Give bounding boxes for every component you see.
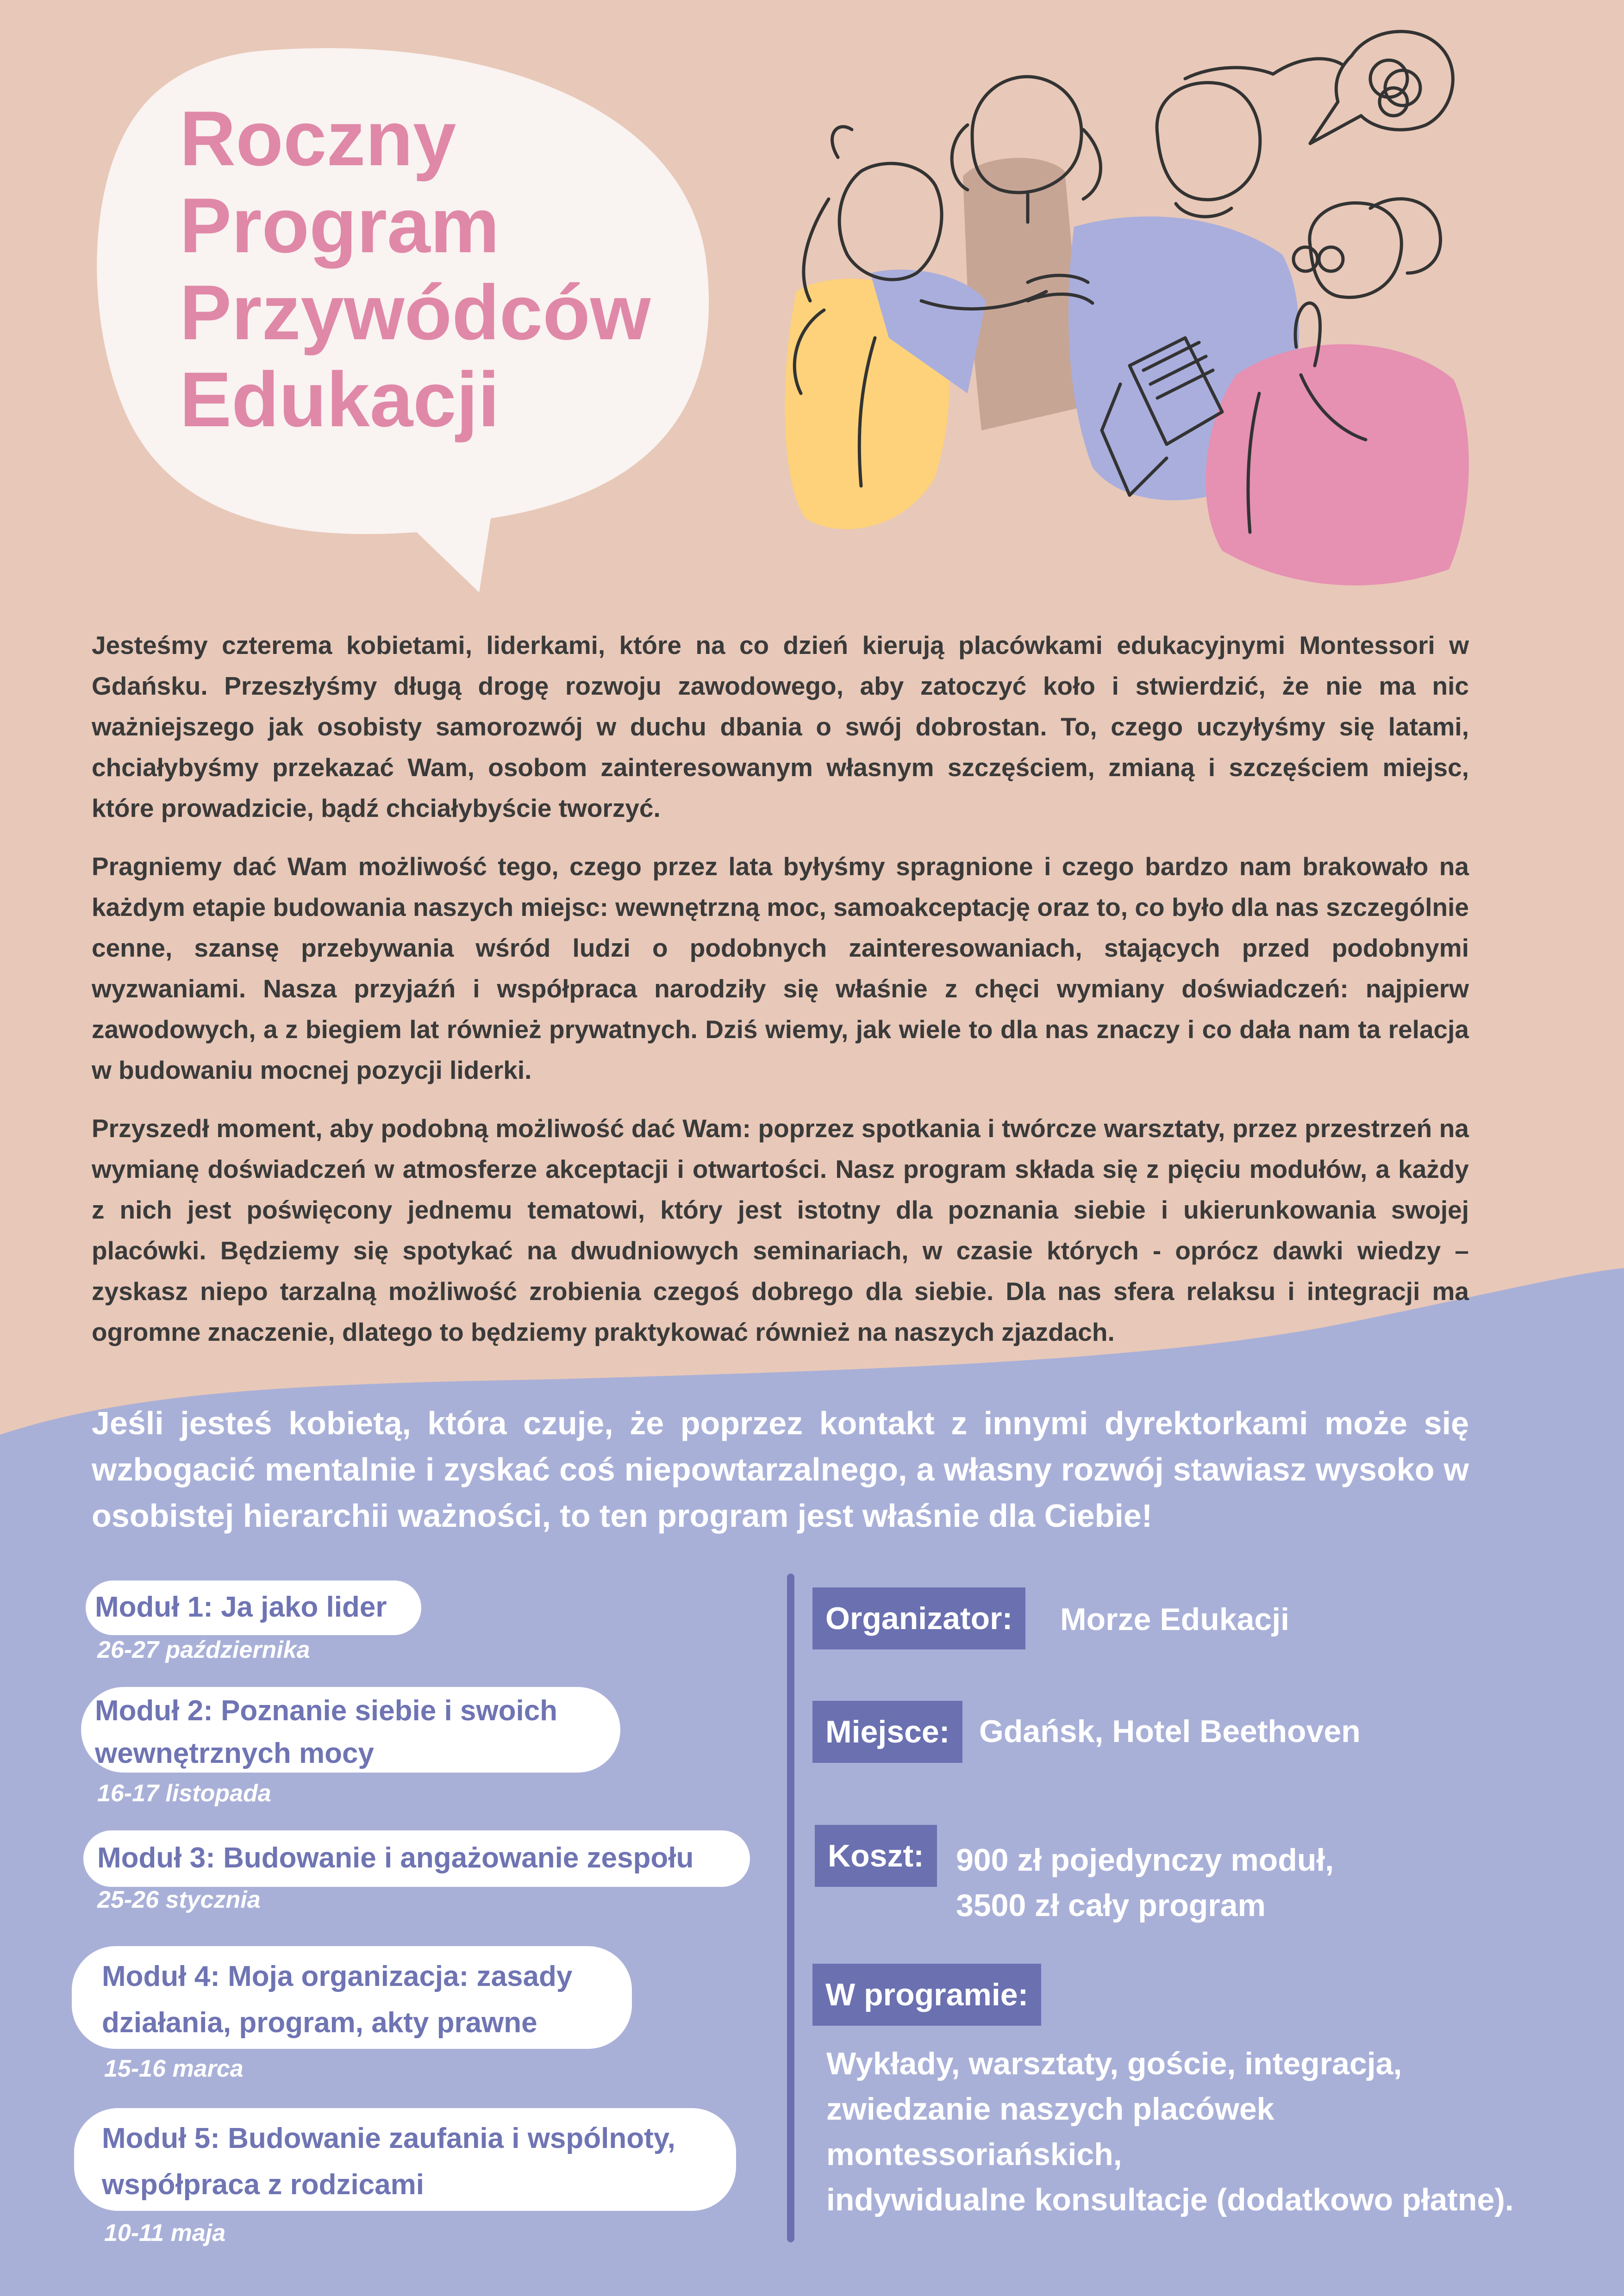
module-3-pill	[83, 1830, 750, 1887]
module-1-pill	[86, 1580, 421, 1635]
module-label-line: współpraca z rodzicami	[102, 2169, 424, 2201]
module-label-line: Moduł 2: Poznanie siebie i swoich	[95, 1695, 558, 1727]
cost-value	[956, 1837, 1334, 1928]
intro-section	[92, 625, 1469, 1370]
program-line: Wykłady, warsztaty, goście, integracja,	[826, 2046, 1402, 2081]
module-1-date: 26-27 października	[97, 1636, 310, 1663]
module-label-line: Moduł 4: Moja organizacja: zasady	[102, 1960, 573, 1992]
module-4-pill	[72, 1946, 632, 2049]
title-line: Roczny	[180, 95, 456, 182]
module-label-line: Moduł 5: Budowanie zaufania i wspólnoty,	[102, 2122, 675, 2154]
target-audience-callout: Jeśli jesteś kobietą, która czuje, że poprzez kontakt z innymi dyrektorkami może się wzbogacić mentalnie i zyskać coś niepowtarzalnego, a własny rozwój stawiasz wysoko w osobistej hierarchii ważności, to ten program jest właśnie dla Ciebie!	[92, 1405, 1469, 1534]
module-2-pill	[81, 1687, 620, 1773]
program-value	[826, 2041, 1514, 2222]
module-5-pill	[74, 2108, 736, 2211]
page-title	[180, 95, 651, 443]
organizer-value: Morze Edukacji	[1060, 1602, 1290, 1637]
cost-label: Koszt:	[815, 1825, 937, 1887]
cost-line: 900 zł pojedynczy moduł,	[956, 1842, 1334, 1878]
module-label: Moduł 3: Budowanie i angażowanie zespołu	[97, 1842, 694, 1874]
cost-line: 3500 zł cały program	[956, 1888, 1266, 1923]
women-talking-illustration	[768, 14, 1491, 611]
organizer-label: Organizator:	[812, 1587, 1025, 1649]
program-line: indywidualne konsultacje (dodatkowo płatne).	[826, 2182, 1514, 2217]
module-label: Moduł 1: Ja jako lider	[95, 1591, 387, 1623]
column-divider	[787, 1574, 794, 2242]
color-fills	[785, 158, 1469, 585]
module-4-date: 15-16 marca	[104, 2055, 244, 2082]
module-label-line: działania, program, akty prawne	[102, 2007, 537, 2039]
intro-paragraph: Jesteśmy czterema kobietami, liderkami, które na co dzień kierują placówkami edukacyjnymi Montessori w Gdańsku. Przeszłyśmy długą drogę rozwoju zawodowego, aby zatoczyć koło i stwierdzić, że nie ma nic ważniejszego jak osobisty samorozwój w duchu dbania o swój dobrostan. To, czego uczyłyśmy się latami, chciałybyśmy przekazać Wam, osobom zainteresowanym własnym szczęściem, zmianą i szczęściem miejsc, które prowadzicie, bądź chciałybyście tworzyć.	[92, 631, 1469, 822]
module-label-line: wewnętrznych mocy	[95, 1737, 374, 1769]
title-line: Edukacji	[180, 356, 500, 443]
place-value: Gdańsk, Hotel Beethoven	[979, 1714, 1361, 1749]
program-line: montessoriańskich,	[826, 2137, 1122, 2172]
intro-paragraph: Pragniemy dać Wam możliwość tego, czego przez lata byłyśmy spragnione i czego bardzo nam brakowało na każdym etapie budowania naszych miejsc: wewnętrzną moc, samoakceptację oraz to, co było dla nas szczególnie cenne, szansę przebywania wśród ludzi o podobnych zainteresowaniach, stających przed podobnymi wyzwaniami. Nasza przyjaźń i współpraca narodziły się właśnie z chęci wymiany doświadczeń: najpierw zawodowych, a z biegiem lat również prywatnych. Dziś wiemy, jak wiele to dla nas znaczy i co dała nam ta relacja w budowaniu mocnej pozycji liderki.	[92, 852, 1469, 1084]
intro-paragraph: Przyszedł moment, aby podobną możliwość dać Wam: poprzez spotkania i twórcze warsztaty, przez przestrzeń na wymianę doświadczeń w atmosferze akceptacji i otwartości. Nasz program składa się z pięciu modułów, a każdy z nich jest poświęcony jednemu tematowi, który jest istotny dla poznania siebie i ukierunkowania swojej placówki. Będziemy się spotykać na dwudniowych seminariach, w czasie których - oprócz dawki wiedzy – zyskasz niepo tarzalną możliwość zrobienia czegoś dobrego dla siebie. Dla nas sfera relaksu i integracji ma ogromne znaczenie, dlatego to będziemy praktykować również na naszych zjazdach.	[92, 1114, 1469, 1346]
place-label: Miejsce:	[812, 1701, 962, 1763]
module-2-date: 16-17 listopada	[97, 1780, 271, 1807]
module-5-date: 10-11 maja	[104, 2220, 226, 2246]
program-label: W programie:	[812, 1964, 1041, 2026]
program-line: zwiedzanie naszych placówek	[826, 2091, 1274, 2127]
title-line: Przywódców	[180, 269, 651, 356]
module-3-date: 25-26 stycznia	[97, 1886, 261, 1913]
title-line: Program	[180, 182, 500, 269]
